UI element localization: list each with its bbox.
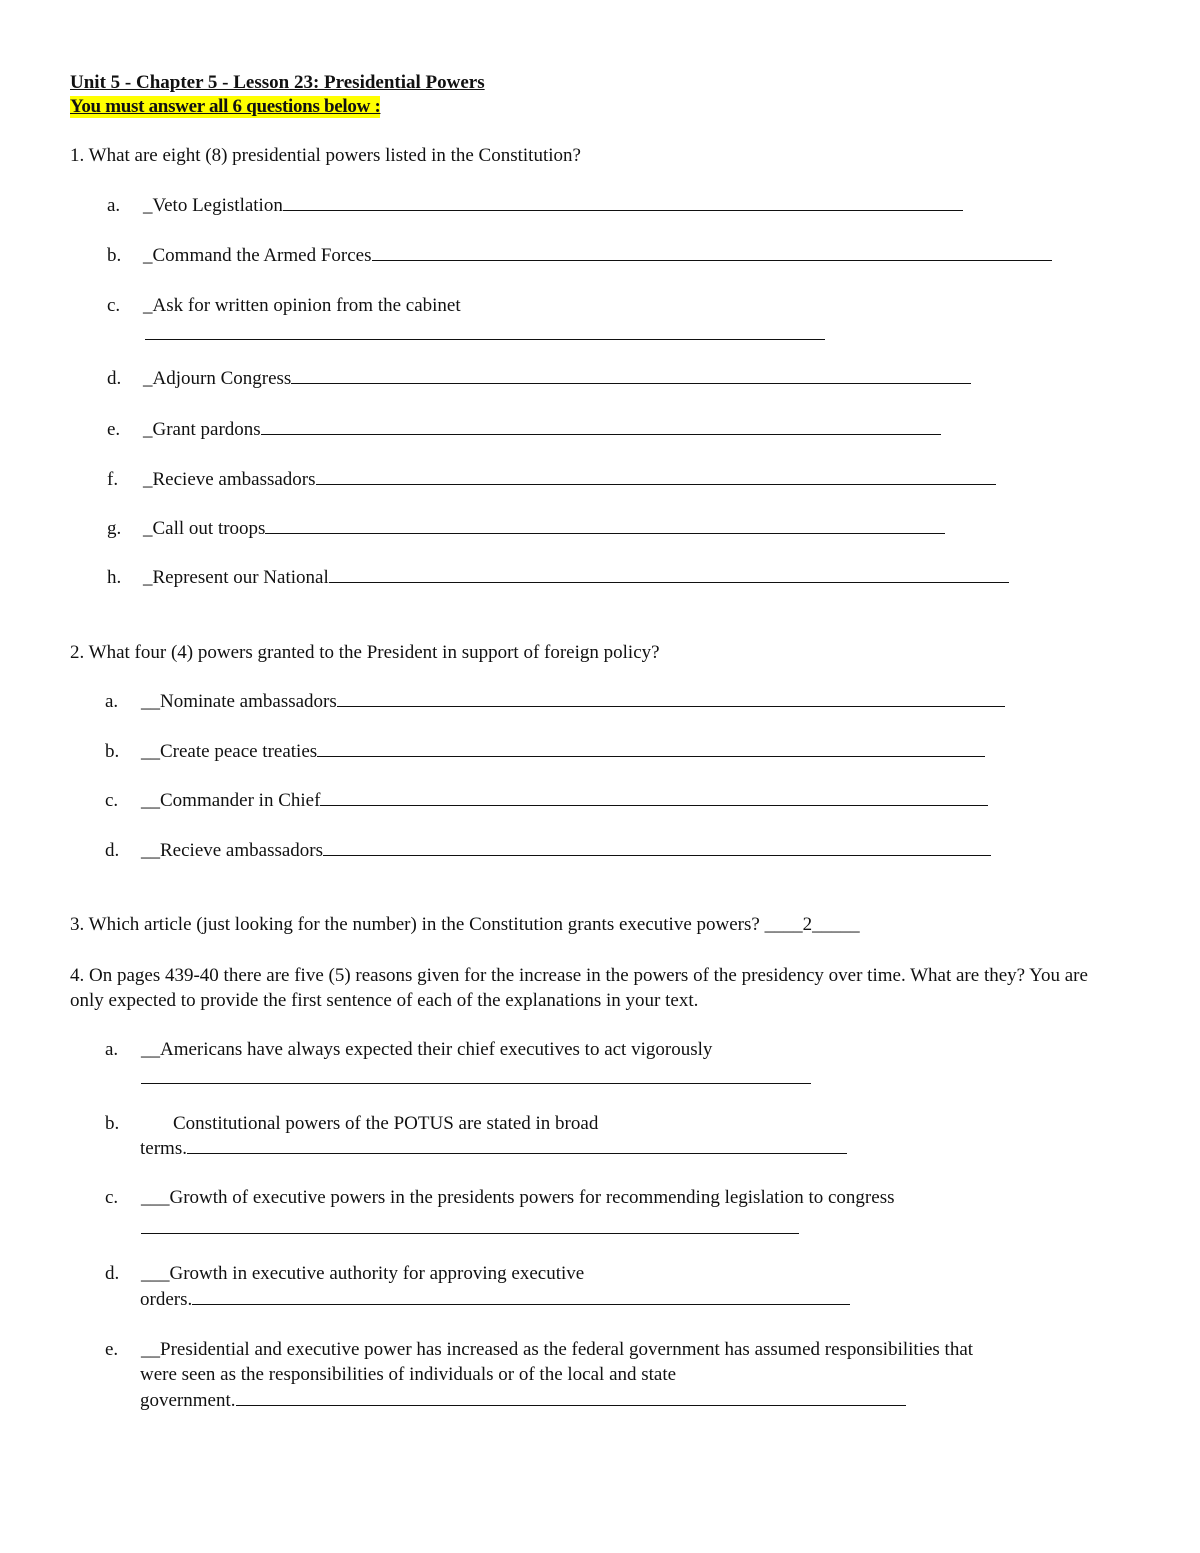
answer-underline — [317, 741, 985, 757]
answer-underline — [187, 1138, 847, 1154]
answer-underline — [236, 1390, 906, 1406]
q4-answer-e-line2 — [140, 1364, 676, 1386]
answer-letter: b. — [105, 741, 120, 762]
answer-text-line2: were seen as the responsibilities of individuals or of the local and state — [140, 1364, 677, 1385]
q1-answer-c — [107, 295, 461, 317]
answer-text: _Represent our National — [143, 567, 329, 588]
answer-text: _Adjourn Congress — [143, 368, 292, 389]
answer-text: __Presidential and executive power has increased as the federal government has assumed responsibilities that — [141, 1339, 974, 1360]
answer-text: __Recieve ambassadors — [141, 840, 324, 861]
answer-text: _Veto Legistlation — [143, 195, 283, 216]
q2-answer-d — [105, 840, 991, 862]
answer-letter: d. — [107, 368, 122, 389]
answer-letter: e. — [105, 1339, 119, 1360]
answer-text: __Americans have always expected their chief executives to act vigorously — [141, 1039, 713, 1060]
answer-letter: b. — [107, 245, 122, 266]
answer-underline — [316, 469, 996, 485]
answer-text: _Ask for written opinion from the cabinet — [143, 295, 461, 316]
q2-answer-c — [105, 790, 988, 812]
q1-answer-a — [107, 195, 963, 217]
answer-letter: d. — [105, 840, 120, 861]
answer-underline — [141, 1083, 811, 1084]
answer-underline — [329, 567, 1009, 583]
answer-letter: h. — [107, 567, 122, 588]
q4-answer-a — [105, 1039, 712, 1061]
answer-text: ___Growth in executive authority for approving executive — [141, 1263, 585, 1284]
q4-answer-e — [105, 1339, 973, 1361]
answer-underline — [145, 339, 825, 340]
answer-underline — [291, 368, 971, 384]
answer-letter: a. — [105, 1039, 119, 1060]
question-4-prompt: 4. On pages 439-40 there are five (5) reasons given for the increase in the powers of the presidency over time. What are they? You are only expected to provide the first sentence of each of the explanations in your text. — [70, 965, 1088, 1011]
answer-continuation: terms. — [140, 1138, 187, 1159]
answer-letter: c. — [105, 790, 119, 811]
answer-underline — [261, 419, 941, 435]
answer-text: _Call out troops — [143, 518, 266, 539]
answer-text: _Recieve ambassadors — [143, 469, 316, 490]
answer-underline — [372, 245, 1052, 261]
q1-answer-e — [107, 419, 941, 441]
q1-answer-f — [107, 469, 996, 491]
answer-text: __Nominate ambassadors — [141, 691, 337, 712]
answer-underline — [141, 1233, 799, 1234]
q2-answer-a — [105, 691, 1005, 713]
answer-underline — [283, 195, 963, 211]
answer-underline — [192, 1289, 850, 1305]
q1-answer-h — [107, 567, 1009, 589]
answer-letter: d. — [105, 1263, 120, 1284]
q4-answer-e-continued — [140, 1390, 906, 1412]
q3-answer-suffix: _____ — [812, 914, 860, 935]
question-3-prompt: 3. Which article (just looking for the number) in the Constitution grants executive powers? — [70, 914, 760, 935]
answer-letter: a. — [105, 691, 119, 712]
answer-letter: e. — [107, 419, 121, 440]
answer-letter: c. — [107, 295, 121, 316]
answer-text: __Commander in Chief — [141, 790, 321, 811]
answer-text: _Command the Armed Forces — [143, 245, 372, 266]
answer-text: _Grant pardons — [143, 419, 261, 440]
answer-text: __Create peace treaties — [141, 741, 318, 762]
answer-text: ___Growth of executive powers in the presidents powers for recommending legislation to congress — [141, 1187, 895, 1208]
q4-answer-d-continued — [140, 1289, 850, 1311]
answer-underline — [323, 840, 991, 856]
answer-continuation: orders. — [140, 1289, 193, 1310]
q3-answer-prefix: ____ — [764, 914, 803, 935]
answer-underline — [337, 691, 1005, 707]
answer-letter: f. — [107, 469, 119, 490]
q4-answer-c — [105, 1187, 894, 1209]
answer-underline — [265, 518, 945, 534]
question-2-prompt: 2. What four (4) powers granted to the President in support of foreign policy? — [70, 642, 660, 663]
page-title: Unit 5 - Chapter 5 - Lesson 23: Presidential Powers — [70, 72, 485, 93]
answer-text: Constitutional powers of the POTUS are stated in broad — [173, 1113, 599, 1134]
answer-letter: a. — [107, 195, 121, 216]
answer-continuation: government. — [140, 1390, 236, 1411]
q4-answer-b — [105, 1113, 598, 1135]
question-1-prompt: 1. What are eight (8) presidential powers listed in the Constitution? — [70, 145, 581, 166]
instruction-highlight: You must answer all 6 questions below : — [70, 96, 381, 117]
q1-answer-b — [107, 245, 1052, 267]
answer-underline — [320, 790, 988, 806]
q2-answer-b — [105, 741, 985, 763]
q1-answer-g — [107, 518, 945, 540]
q4-answer-d — [105, 1263, 584, 1285]
q1-answer-d — [107, 368, 971, 390]
q3-answer: 2 — [802, 914, 813, 935]
answer-letter: g. — [107, 518, 122, 539]
question-3 — [70, 914, 860, 936]
answer-letter: b. — [105, 1113, 120, 1134]
q4-answer-b-continued — [140, 1138, 847, 1160]
answer-letter: c. — [105, 1187, 119, 1208]
